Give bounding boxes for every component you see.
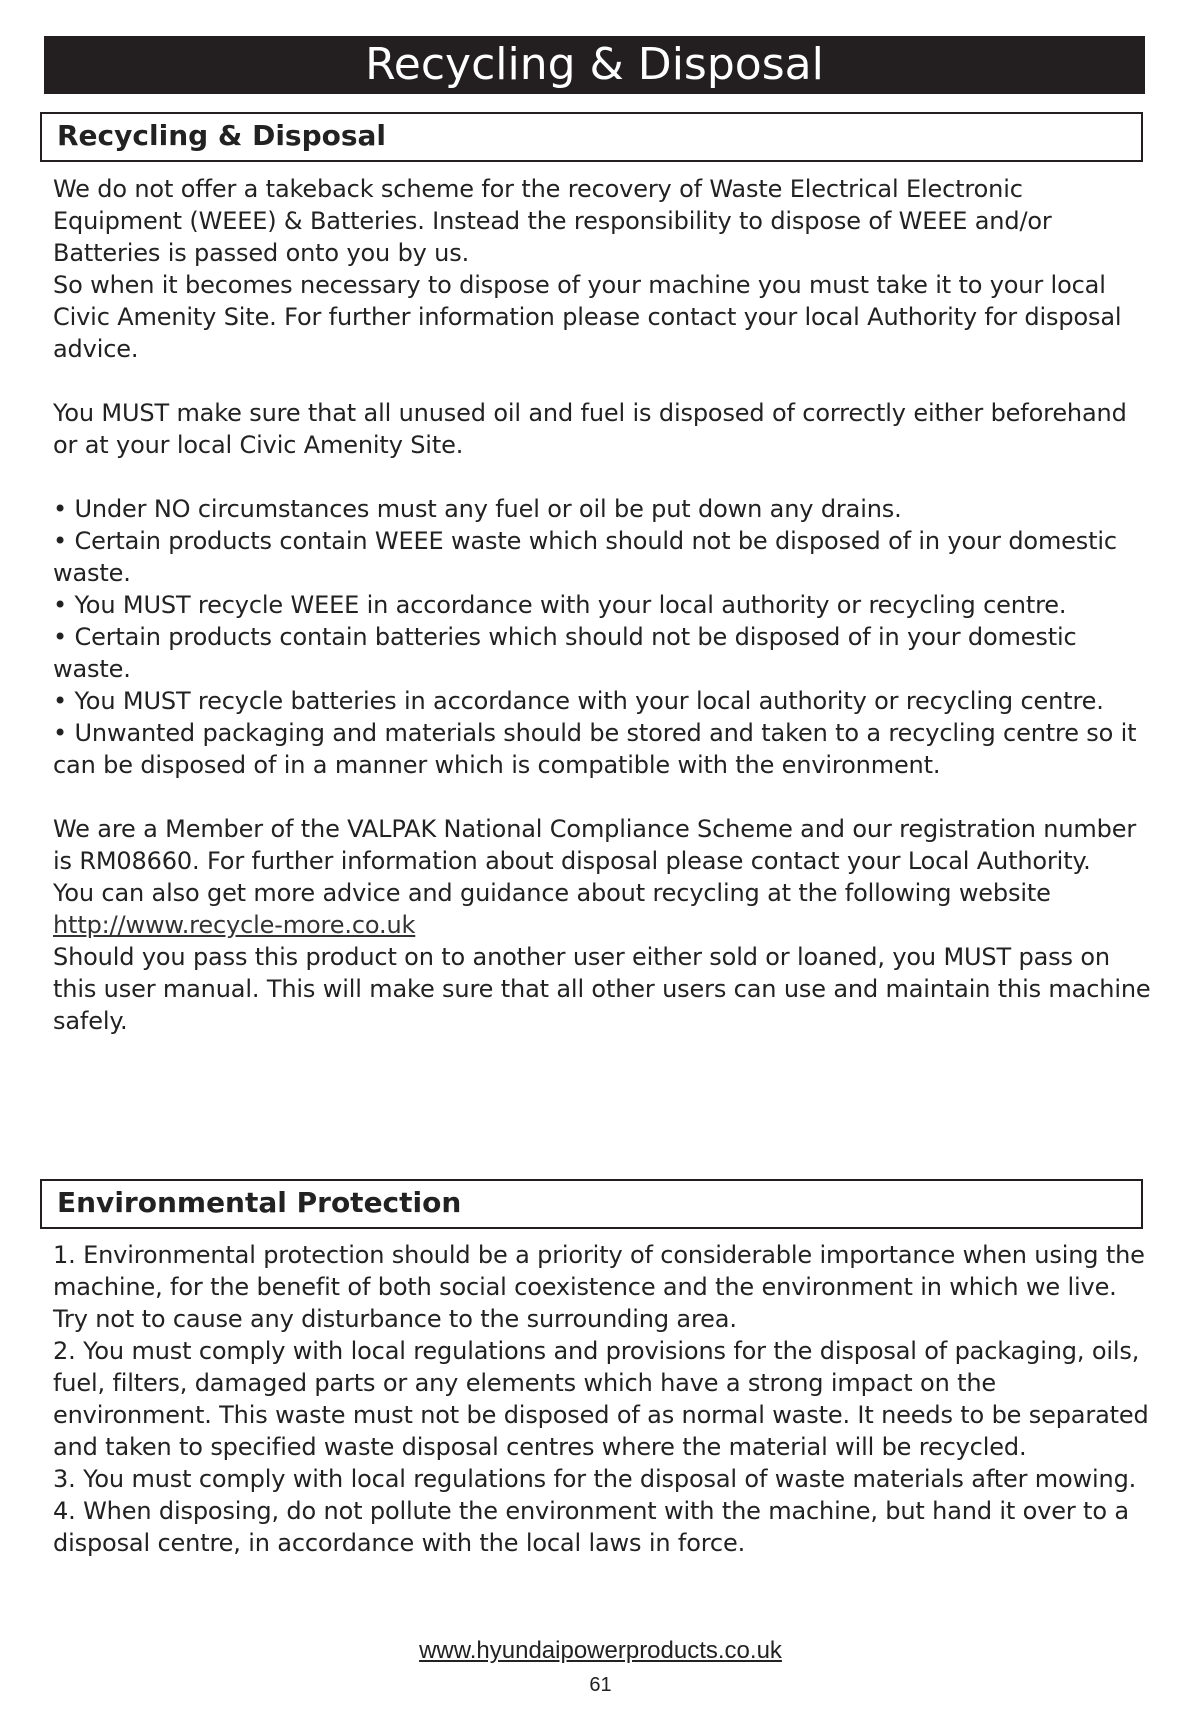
bullet-item: • You MUST recycle batteries in accordance with your local authority or recycling centre. bbox=[53, 687, 1104, 715]
bullet-item: • Under NO circumstances must any fuel or oil be put down any drains. bbox=[53, 495, 902, 523]
section-heading-recycling: Recycling & Disposal bbox=[40, 112, 1143, 162]
website-text: You can also get more advice and guidance about recycling at the following website bbox=[53, 879, 1051, 907]
numbered-item: 3. You must comply with local regulations for the disposal of waste materials after mowing. bbox=[53, 1465, 1137, 1493]
page-title-bar bbox=[44, 36, 1145, 94]
bullet-item: • Unwanted packaging and materials should be stored and taken to a recycling centre so it can be disposed of in a manner which is compatible with the environment. bbox=[53, 719, 1137, 779]
page-number: 61 bbox=[589, 1674, 612, 1696]
environmental-content bbox=[53, 1239, 1153, 1559]
bullet-item: • Certain products contain batteries which should not be disposed of in your domestic waste. bbox=[53, 623, 1077, 683]
numbered-item: 2. You must comply with local regulations and provisions for the disposal of packaging, oils, fuel, filters, damaged parts or any elements which have a strong impact on the environment. This waste must not be disposed of as normal waste. It needs to be separated and taken to specified waste disposal centres where the material will be recycled. bbox=[53, 1337, 1149, 1461]
footer-website-link[interactable]: www.hyundaipowerproducts.co.uk bbox=[419, 1637, 782, 1664]
numbered-item: 4. When disposing, do not pollute the environment with the machine, but hand it over to a disposal centre, in accordance with the local laws in force. bbox=[53, 1497, 1129, 1557]
bullet-item: • Certain products contain WEEE waste which should not be disposed of in your domestic waste. bbox=[53, 527, 1117, 587]
page-title: Recycling & Disposal bbox=[365, 39, 824, 90]
paragraph-website bbox=[53, 877, 1153, 941]
paragraph-civic-amenity: So when it becomes necessary to dispose of your machine you must take it to your local Civic Amenity Site. For further information please contact your local Authority for disposal advice. bbox=[53, 271, 1122, 363]
paragraph-takeback: We do not offer a takeback scheme for the recovery of Waste Electrical Electronic Equipment (WEEE) & Batteries. Instead the responsibility to dispose of WEEE and/or Batteries is passed onto you by us. bbox=[53, 175, 1052, 267]
bullet-item: • You MUST recycle WEEE in accordance with your local authority or recycling centre. bbox=[53, 591, 1067, 619]
paragraph-valpak: We are a Member of the VALPAK National Compliance Scheme and our registration number is RM08660. For further information about disposal please contact your Local Authority. bbox=[53, 815, 1137, 875]
recycle-more-link[interactable]: http://www.recycle-more.co.uk bbox=[53, 911, 416, 939]
paragraph-pass-on: Should you pass this product on to another user either sold or loaned, you MUST pass on this user manual. This will make sure that all other users can use and maintain this machine safely. bbox=[53, 943, 1151, 1035]
paragraph-oil-fuel: You MUST make sure that all unused oil and fuel is disposed of correctly either beforehand or at your local Civic Amenity Site. bbox=[53, 399, 1127, 459]
numbered-item: 1. Environmental protection should be a priority of considerable importance when using the machine, for the benefit of both social coexistence and the environment in which we live. Try not to cause any disturbance to the surrounding area. bbox=[53, 1241, 1145, 1333]
section-heading-environmental: Environmental Protection bbox=[40, 1179, 1143, 1229]
recycling-content bbox=[53, 173, 1153, 1037]
